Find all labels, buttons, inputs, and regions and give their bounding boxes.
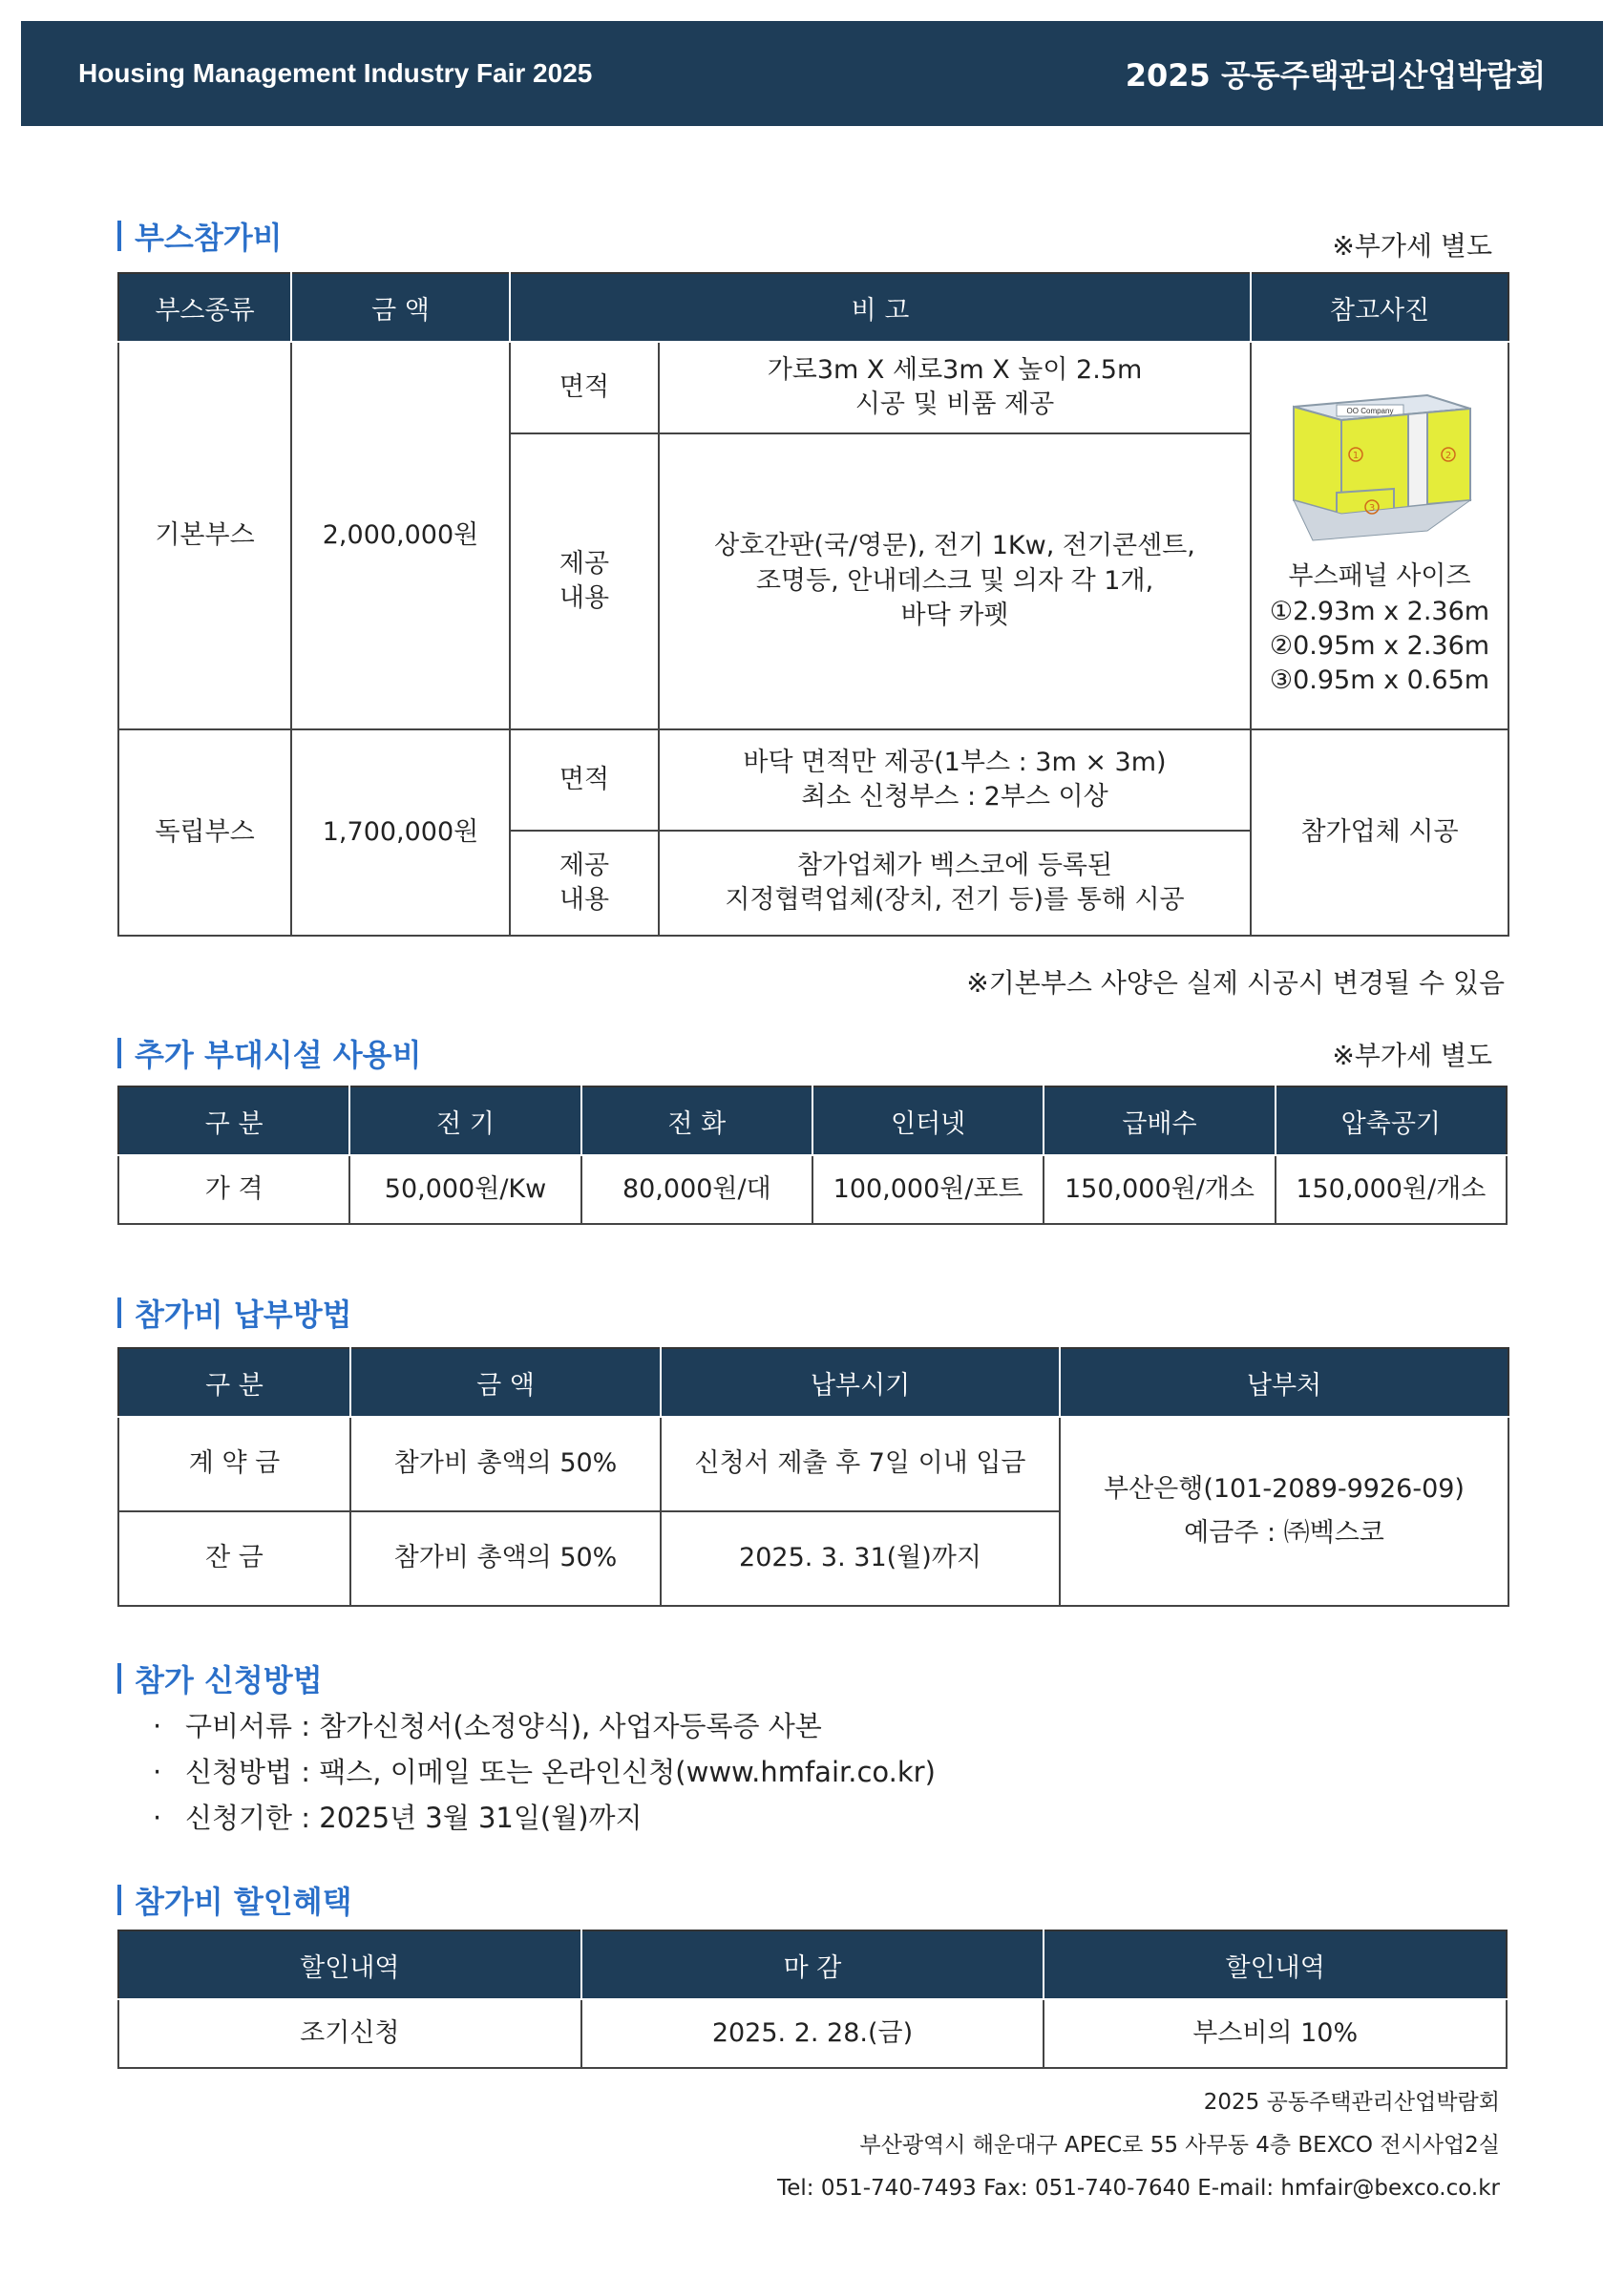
area-text-line: 최소 신청부스 : 2부스 이상	[801, 782, 1108, 812]
table-cell: 신청서 제출 후 7일 이내 입금	[661, 1417, 1060, 1511]
section-title-booth-fee	[117, 214, 283, 258]
bullet: ·	[153, 1710, 162, 1742]
list-item-text: 신청기한 : 2025년 3월 31일(월)까지	[185, 1802, 643, 1834]
provide-label-line: 내용	[559, 885, 610, 915]
svg-text:1: 1	[1352, 451, 1360, 462]
table-cell: 참가비 총액의 50%	[350, 1417, 661, 1511]
table-cell: 계 약 금	[118, 1417, 350, 1511]
svg-text:2: 2	[1445, 451, 1452, 462]
provide-text-line: 조명등, 안내데스크 및 의자 각 1개,	[755, 565, 1154, 596]
payment-table	[117, 1347, 1509, 1607]
table-header-row	[118, 1348, 1508, 1417]
table-cell: 참가비 총액의 50%	[350, 1511, 661, 1606]
section-bar	[117, 221, 121, 251]
provide-label	[510, 433, 659, 729]
booth-footnote: ※기본부스 사양은 실제 시공시 변경될 수 있음	[966, 967, 1505, 999]
footer-org: 2025 공동주택관리산업박람회	[1203, 2090, 1500, 2115]
account-holder: 예금주 : ㈜벡스코	[1184, 1518, 1384, 1548]
table-cell: 100,000원/포트	[812, 1155, 1044, 1224]
table-cell: 80,000원/대	[581, 1155, 812, 1224]
panel-size: ①2.93m x 2.36m	[1269, 596, 1490, 626]
table-cell: 50,000원/Kw	[349, 1155, 580, 1224]
table-cell: 조기신청	[118, 1999, 581, 2068]
list-item	[153, 1749, 936, 1795]
booth-illustration	[1284, 388, 1475, 550]
section-title-text: 참가비 할인혜택	[135, 1884, 352, 1920]
table-row	[118, 1417, 1508, 1511]
list-item-text: 구비서류 : 참가신청서(소정양식), 사업자등록증 사본	[185, 1710, 822, 1742]
header-cell: 압축공기	[1276, 1086, 1507, 1155]
header-cell: 할인내역	[1044, 1930, 1507, 1999]
area-text-line: 가로3m X 세로3m X 높이 2.5m	[767, 354, 1143, 385]
booth-type-basic: 기본부스	[118, 342, 291, 729]
header-cell: 납부시기	[661, 1348, 1060, 1417]
section-title-text: 참가비 납부방법	[135, 1297, 352, 1333]
provide-label	[510, 831, 659, 936]
header-cell: 할인내역	[118, 1930, 581, 1999]
area-text-line: 바닥 면적만 제공(1부스 : 3m × 3m)	[743, 747, 1167, 777]
provide-text-line: 바닥 카펫	[900, 601, 1009, 631]
account-line: 부산은행(101-2089-9926-09)	[1104, 1473, 1465, 1504]
section-title-text: 추가 부대시설 사용비	[135, 1037, 422, 1073]
header-cell: 금 액	[350, 1348, 661, 1417]
discount-table	[117, 1930, 1508, 2069]
list-item	[153, 1795, 936, 1841]
table-cell: 150,000원/개소	[1044, 1155, 1275, 1224]
table-cell: 잔 금	[118, 1511, 350, 1606]
svg-text:3: 3	[1368, 503, 1376, 515]
header-cell: 전 기	[349, 1086, 580, 1155]
provide-text-line: 참가업체가 벡스코에 등록된	[796, 850, 1113, 880]
area-text	[659, 729, 1251, 831]
booth-price-basic: 2,000,000원	[291, 342, 510, 729]
header-cell: 마 감	[581, 1930, 1044, 1999]
area-label: 면적	[510, 342, 659, 433]
table-header-row	[118, 1086, 1507, 1155]
provide-label-line: 내용	[559, 583, 610, 613]
table-cell: 2025. 3. 31(월)까지	[661, 1511, 1060, 1606]
table-cell: 2025. 2. 28.(금)	[581, 1999, 1044, 2068]
provide-text-line: 상호간판(국/영문), 전기 1Kw, 전기콘센트,	[714, 531, 1195, 561]
table-row	[118, 1999, 1507, 2068]
area-text-line: 시공 및 비품 제공	[854, 390, 1055, 419]
section-title-discount	[117, 1878, 352, 1922]
panel-size: ②0.95m x 2.36m	[1269, 631, 1490, 661]
booth-fee-table	[117, 272, 1509, 937]
header-cell: 금 액	[291, 273, 510, 342]
section-title-application	[117, 1656, 323, 1700]
footer	[777, 2081, 1500, 2210]
header-title-en: Housing Management Industry Fair 2025	[78, 58, 593, 88]
application-list	[153, 1703, 936, 1841]
table-row	[118, 729, 1508, 831]
table-cell: 부스비의 10%	[1044, 1999, 1507, 2068]
section-bar	[117, 1663, 121, 1694]
extra-facility-table	[117, 1086, 1508, 1225]
section-bar	[117, 1885, 121, 1915]
area-text	[659, 342, 1251, 433]
section-title-extra-facility	[117, 1031, 422, 1075]
panel-size: ③0.95m x 0.65m	[1269, 665, 1490, 696]
area-label: 면적	[510, 729, 659, 831]
bullet: ·	[153, 1756, 162, 1788]
list-item-text: 신청방법 : 팩스, 이메일 또는 온라인신청(www.hmfair.co.kr)	[185, 1756, 936, 1788]
table-cell: 150,000원/개소	[1276, 1155, 1507, 1224]
bullet: ·	[153, 1802, 162, 1834]
table-row	[118, 1155, 1507, 1224]
footer-address: 부산광역시 해운대구 APEC로 55 사무동 4층 BEXCO 전시사업2실	[859, 2133, 1500, 2158]
header-title-ko: 2025 공동주택관리산업박람회	[1125, 57, 1546, 94]
header-cell: 부스종류	[118, 273, 291, 342]
header-cell: 전 화	[581, 1086, 812, 1155]
provide-text-line: 지정협력업체(장치, 전기 등)를 통해 시공	[725, 885, 1185, 915]
provide-label-line: 제공	[559, 548, 610, 579]
section-bar	[117, 1038, 121, 1068]
table-header-row	[118, 273, 1508, 342]
table-header-row	[118, 1930, 1507, 1999]
booth-photo-cell	[1251, 342, 1508, 729]
header-cell: 구 분	[118, 1086, 349, 1155]
header-cell: 구 분	[118, 1348, 350, 1417]
header-cell: 급배수	[1044, 1086, 1275, 1155]
account-cell	[1060, 1417, 1508, 1606]
vat-note: ※부가세 별도	[1332, 230, 1492, 262]
booth-type-independent: 독립부스	[118, 729, 291, 936]
provide-label-line: 제공	[559, 850, 610, 880]
list-item	[153, 1703, 936, 1749]
header-cell: 인터넷	[812, 1086, 1044, 1155]
footer-contact: Tel: 051-740-7493 Fax: 051-740-7640 E-mail: hmfair@bexco.co.kr	[777, 2176, 1500, 2201]
photo-text: 참가업체 시공	[1251, 729, 1508, 936]
table-cell: 가 격	[118, 1155, 349, 1224]
section-title-text: 참가 신청방법	[135, 1662, 323, 1698]
section-bar	[117, 1297, 121, 1328]
header-cell: 납부처	[1060, 1348, 1508, 1417]
section-title-text: 부스참가비	[135, 220, 283, 256]
provide-text	[659, 831, 1251, 936]
header-bar	[21, 21, 1603, 126]
provide-text	[659, 433, 1251, 729]
header-cell: 비 고	[510, 273, 1251, 342]
booth-sign-text: OO Company	[1346, 407, 1394, 416]
table-row	[118, 342, 1508, 433]
photo-caption: 부스패널 사이즈	[1288, 561, 1471, 592]
section-title-payment	[117, 1291, 352, 1335]
header-cell: 참고사진	[1251, 273, 1508, 342]
vat-note: ※부가세 별도	[1332, 1040, 1492, 1071]
booth-price-independent: 1,700,000원	[291, 729, 510, 936]
